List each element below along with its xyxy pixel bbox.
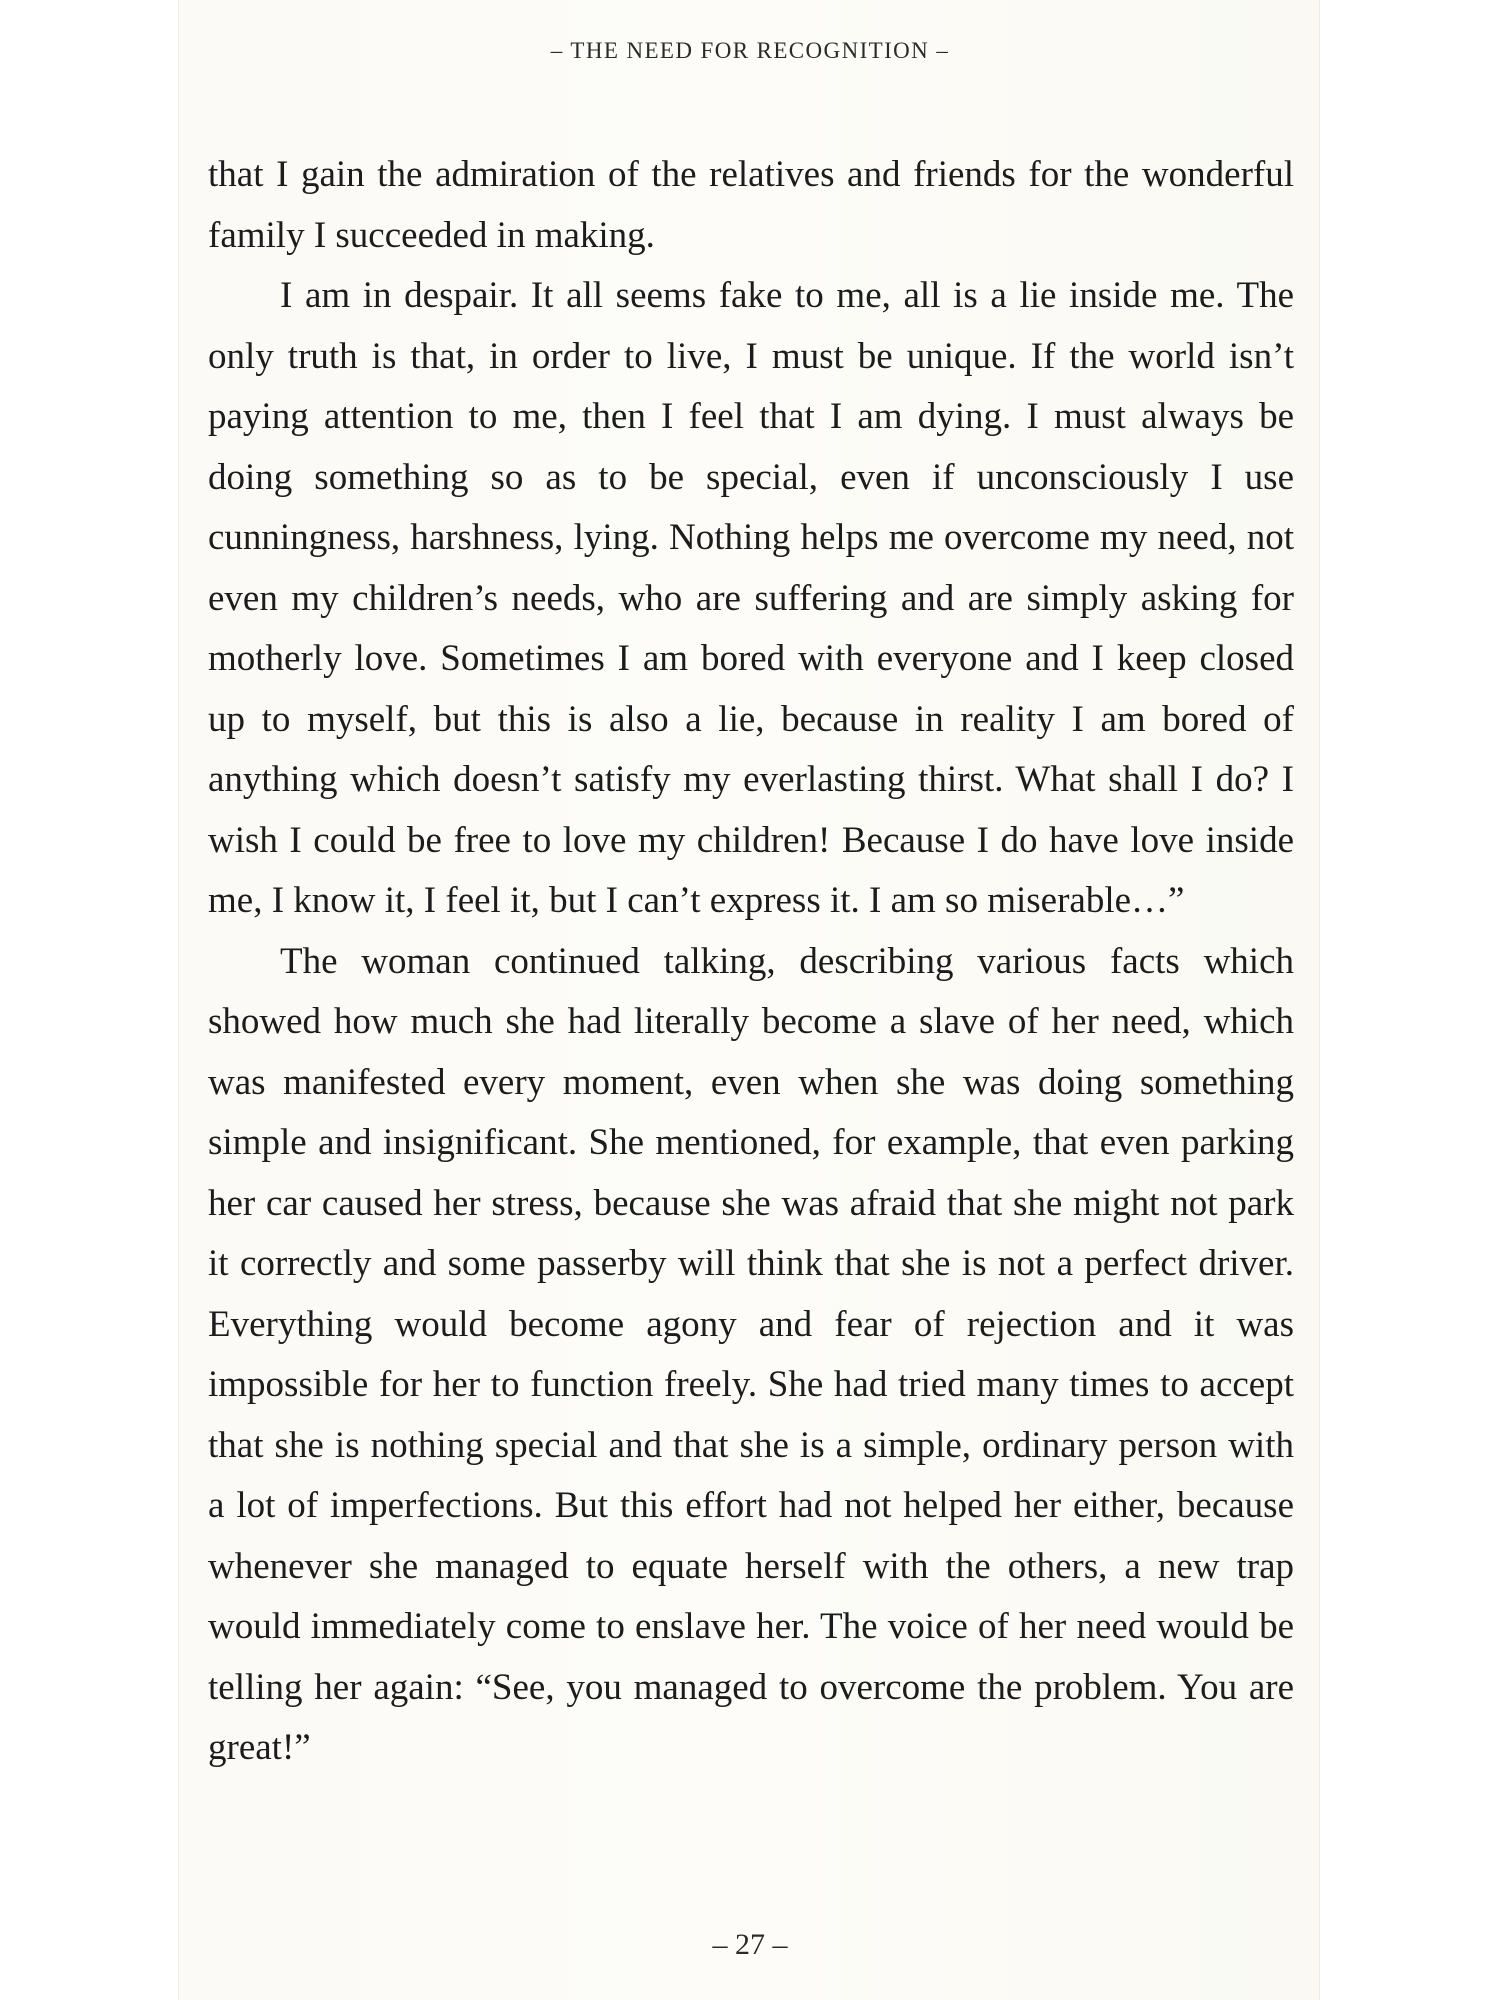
page-number: – 27 – (712, 1928, 788, 1961)
body-text (208, 145, 1294, 1779)
running-head: – THE NEED FOR RECOGNITION – (550, 38, 950, 63)
paragraph-continuation: that I gain the admiration of the relatives and friends for the wonderful family I succeeded in making. (208, 154, 1294, 256)
paragraph-narrative: The woman continued talking, describing various facts which showed how much she had literally become a slave of her need, which was manifested every moment, even when she was doing something simple and insignificant. She mentioned, for example, that even parking her car caused her stress, because she was afraid that she might not park it correctly and some passerby will think that she is not a perfect driver. Everything would become agony and fear of rejection and it was impossible for her to function freely. She had tried many times to accept that she is nothing special and that she is a simple, ordinary person with a lot of imperfections. But this effort had not helped her either, because whenever she managed to equate herself with the others, a new trap would immediately come to enslave her. The voice of her need would be telling her again: “See, you managed to overcome the problem. You are great!” (208, 940, 1294, 1768)
paragraph-quote: I am in despair. It all seems fake to me, all is a lie inside me. The only truth is that, in order to live, I must be unique. If the world isn’t paying attention to me, then I feel that I am dying. I must always be doing something so as to be special, even if unconsciously I use cunningness, harshness, lying. Nothing helps me overcome my need, not even my children’s needs, who are suffering and are simply asking for motherly love. Sometimes I am bored with everyone and I keep closed up to myself, but this is also a lie, because in reality I am bored of anything which doesn’t satisfy my everlasting thirst. What shall I do? I wish I could be free to love my children! Because I do have love inside me, I know it, I feel it, but I can’t express it. I am so miserable…” (208, 275, 1294, 921)
